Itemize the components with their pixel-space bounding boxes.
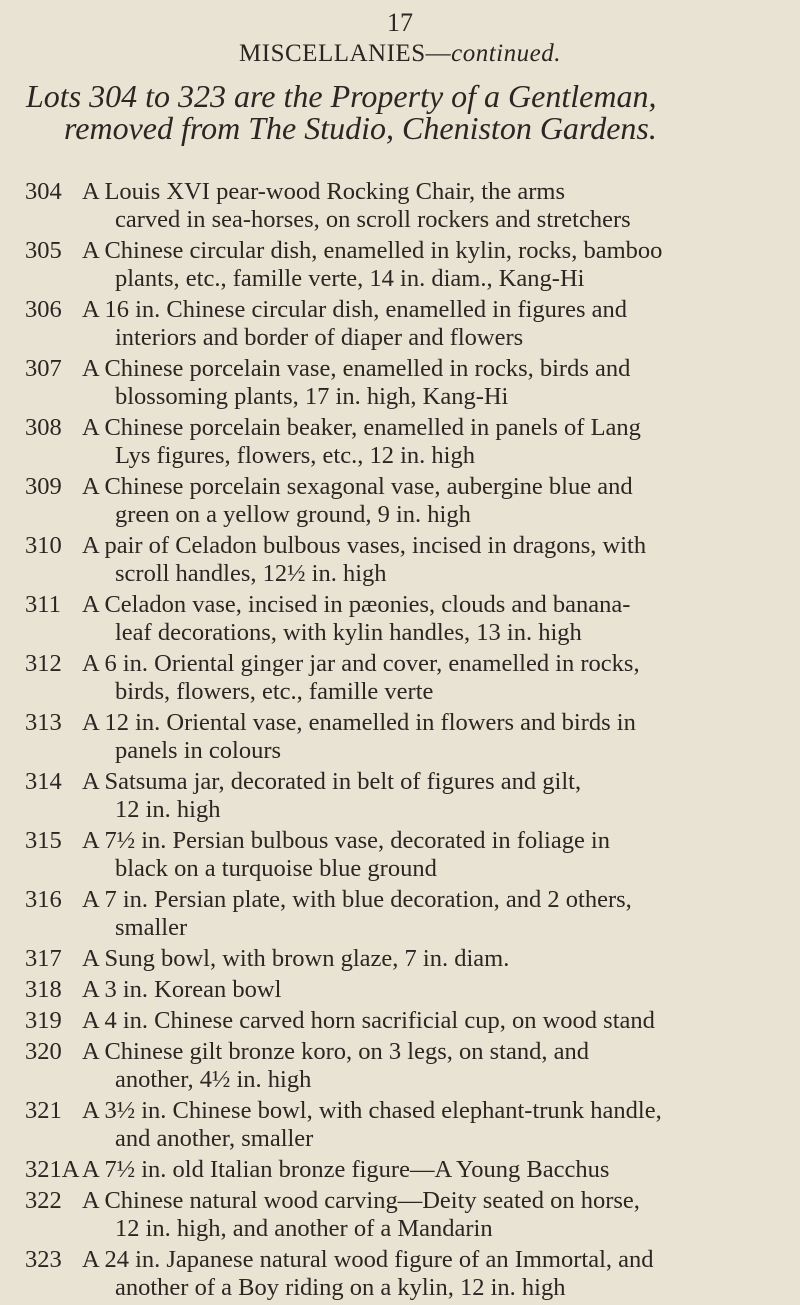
lot-description-line-1: A pair of Celadon bulbous vases, incised in dragons, with [82,532,647,559]
lot-description-continuation: Lys figures, flowers, etc., 12 in. high [115,442,475,469]
lot-number: 309 [25,473,62,500]
lot-description [82,591,784,647]
lot-number: 306 [25,296,62,323]
lot-description-line-1: A Chinese porcelain vase, enamelled in rocks, birds and [82,355,631,382]
lot-entry [0,237,800,293]
lot-entry [0,355,800,411]
lot-number: 323 [25,1246,62,1273]
lot-description [82,1246,784,1302]
lot-description [82,886,784,942]
lot-description [82,1038,784,1094]
lot-description-line-1: A Chinese gilt bronze koro, on 3 legs, on stand, and [82,1038,589,1065]
lot-description-continuation: black on a turquoise blue ground [115,855,437,882]
lot-description-line-1: A Celadon vase, incised in pæonies, clouds and banana- [82,591,631,618]
lot-number: 311 [25,591,61,618]
lot-description-continuation: birds, flowers, etc., famille verte [115,678,434,705]
lot-description-line-1: A 16 in. Chinese circular dish, enamelled in figures and [82,296,627,323]
heading-main: MISCELLANIES— [239,40,452,67]
lot-description-line-1: A 4 in. Chinese carved horn sacrificial cup, on wood stand [82,1007,655,1034]
lot-number: 320 [25,1038,62,1065]
lot-description-line-1: A 7½ in. Persian bulbous vase, decorated in foliage in [82,827,610,854]
lot-entry [0,1007,800,1035]
lot-description [82,473,784,529]
lot-description-line-1: A 24 in. Japanese natural wood figure of an Immortal, and [82,1246,654,1273]
lot-description-continuation: carved in sea-horses, on scroll rockers and stretchers [115,206,631,233]
lot-number: 321A [25,1156,80,1183]
lot-description-line-1: A Chinese porcelain sexagonal vase, aubergine blue and [82,473,633,500]
lot-description-line-1: A 6 in. Oriental ginger jar and cover, enamelled in rocks, [82,650,640,677]
lot-description [82,1007,784,1035]
lot-description [82,355,784,411]
provenance-line-2: removed from The Studio, Cheniston Gardens. [64,110,657,146]
lot-description [82,827,784,883]
lot-description-continuation: leaf decorations, with kylin handles, 13 in. high [115,619,582,646]
section-heading [0,40,800,68]
lot-description [82,532,784,588]
lot-number: 307 [25,355,62,382]
lot-entry [0,591,800,647]
lot-entry [0,473,800,529]
lot-description [82,945,784,973]
page-number: 17 [387,8,413,37]
lot-description [82,178,784,234]
lot-description-line-1: A Chinese porcelain beaker, enamelled in panels of Lang [82,414,641,441]
lot-description-continuation: 12 in. high, and another of a Mandarin [115,1215,493,1242]
provenance-line-1: Lots 304 to 323 are the Property of a Gentleman, [26,78,657,114]
lot-number: 316 [25,886,62,913]
lot-description [82,976,784,1004]
lot-entry [0,1097,800,1153]
lot-description-continuation: plants, etc., famille verte, 14 in. diam., Kang-Hi [115,265,585,292]
lot-entry [0,709,800,765]
lot-description-continuation: 12 in. high [115,796,221,823]
lot-number: 305 [25,237,62,264]
lot-description-line-1: A Chinese natural wood carving—Deity seated on horse, [82,1187,640,1214]
lot-description-line-1: A Satsuma jar, decorated in belt of figures and gilt, [82,768,582,795]
lot-description-line-1: A 7 in. Persian plate, with blue decoration, and 2 others, [82,886,632,913]
lot-description-continuation: blossoming plants, 17 in. high, Kang-Hi [115,383,509,410]
lot-entry [0,1246,800,1302]
lot-description-continuation: and another, smaller [115,1125,314,1152]
lot-number: 317 [25,945,62,972]
lot-description-continuation: another, 4½ in. high [115,1066,312,1093]
lot-entry [0,178,800,234]
lot-number: 310 [25,532,62,559]
lot-description-line-1: A Louis XVI pear-wood Rocking Chair, the arms [82,178,565,205]
lot-entry [0,768,800,824]
lot-entry [0,827,800,883]
lot-description [82,768,784,824]
lot-description [82,1097,784,1153]
lot-number: 322 [25,1187,62,1214]
lot-description [82,650,784,706]
lot-number: 308 [25,414,62,441]
lot-description-line-1: A Chinese circular dish, enamelled in kylin, rocks, bamboo [82,237,663,264]
lot-entry [0,1038,800,1094]
lot-description-continuation: smaller [115,914,188,941]
lot-number: 319 [25,1007,62,1034]
lot-entry [0,1187,800,1243]
lot-description-continuation: another of a Boy riding on a kylin, 12 in. high [115,1274,566,1301]
lot-entry [0,886,800,942]
lot-description [82,296,784,352]
lot-entry [0,650,800,706]
lot-entry [0,532,800,588]
lot-number: 304 [25,178,62,205]
lot-number: 314 [25,768,62,795]
lot-description [82,1187,784,1243]
lot-description [82,709,784,765]
lot-entry [0,296,800,352]
lot-description [82,1156,784,1184]
lot-description [82,414,784,470]
lot-description-continuation: panels in colours [115,737,282,764]
lot-description-continuation: interiors and border of diaper and flowers [115,324,524,351]
heading-continued: continued. [451,40,561,67]
lot-entry [0,976,800,1004]
lot-number: 312 [25,650,62,677]
lot-description-line-1: A 7½ in. old Italian bronze figure—A Young Bacchus [82,1156,610,1183]
lot-description-line-1: A 3½ in. Chinese bowl, with chased elephant-trunk handle, [82,1097,662,1124]
lot-number: 318 [25,976,62,1003]
lot-description-line-1: A 12 in. Oriental vase, enamelled in flowers and birds in [82,709,636,736]
lot-number: 315 [25,827,62,854]
lot-description-continuation: green on a yellow ground, 9 in. high [115,501,471,528]
lot-list [0,178,800,1305]
lot-description-line-1: A Sung bowl, with brown glaze, 7 in. diam. [82,945,510,972]
lot-entry [0,1156,800,1184]
lot-number: 321 [25,1097,62,1124]
provenance-note [26,80,786,144]
lot-description-line-1: A 3 in. Korean bowl [82,976,282,1003]
lot-description [82,237,784,293]
lot-entry [0,945,800,973]
lot-number: 313 [25,709,62,736]
lot-entry [0,414,800,470]
lot-description-continuation: scroll handles, 12½ in. high [115,560,387,587]
